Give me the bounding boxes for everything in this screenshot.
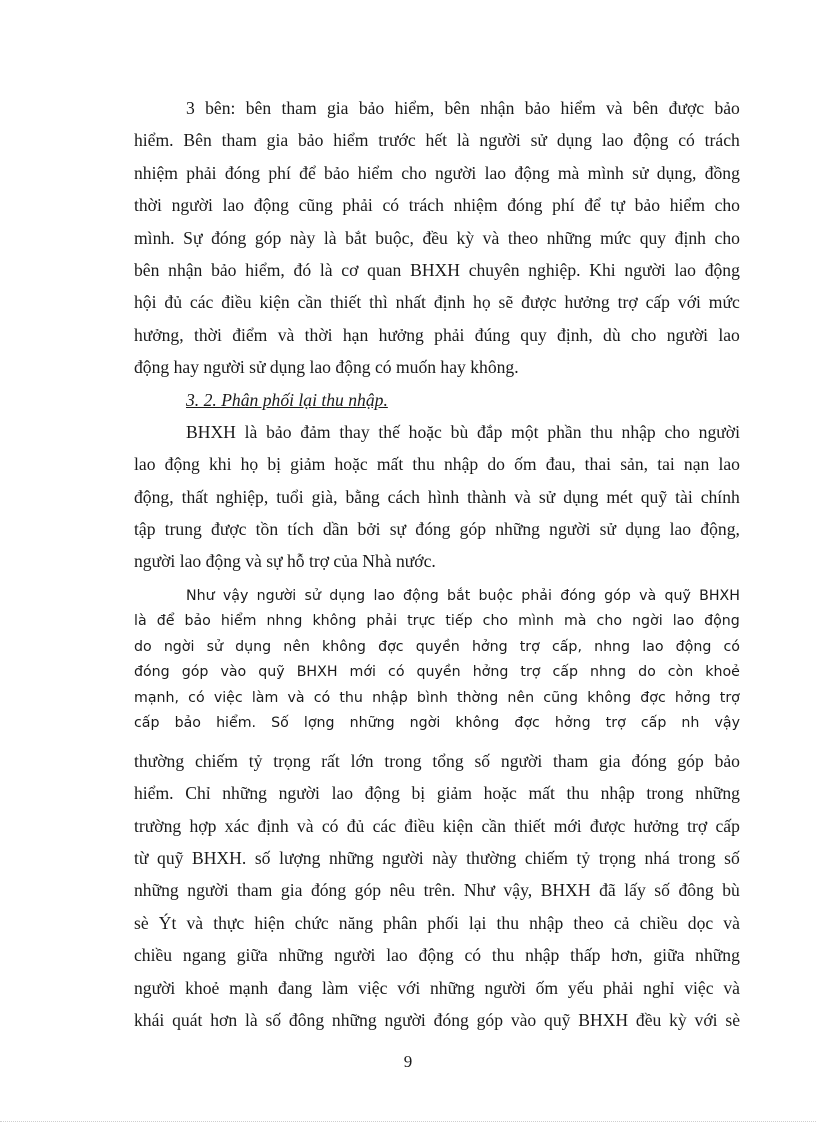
paragraph-line: BHXH là bảo đảm thay thế hoặc bù đắp một phần thu nhập cho người — [186, 421, 740, 442]
paragraph-line: do ngời sử dụng nên không đợc quyền hởng trợ cấp, nhng lao động có — [134, 638, 740, 655]
paragraph-line: mạnh, có việc làm và có thu nhập bình thờng nên cũng không đợc hởng trợ — [134, 689, 740, 706]
paragraph-line: nhiệm phải đóng phí để bảo hiểm cho người lao động mà mình sử dụng, đồng — [134, 162, 740, 183]
paragraph-line: là để bảo hiểm nhng không phải trực tiếp cho mình mà cho ngời lao động — [134, 613, 740, 630]
paragraph-line: hiểm. Bên tham gia bảo hiểm trước hết là người sử dụng lao động có trách — [134, 130, 740, 151]
paragraph-line: trường hợp xác định và có đủ các điều kiện cần thiết mới được hưởng trợ cấp — [134, 815, 740, 836]
paragraph-line: thời người lao động cũng phải có trách nhiệm đóng phí để tự bảo hiểm cho — [134, 195, 740, 216]
paragraph-line: từ quỹ BHXH. số lượng những người này thường chiếm tỷ trọng nhá trong số — [134, 848, 740, 869]
page-number: 9 — [403, 1052, 413, 1071]
paragraph-line: khái quát hơn là số đông những người đóng góp vào quỹ BHXH đều kỳ với sè — [134, 1009, 740, 1030]
paragraph-line: mình. Sự đóng góp này là bắt buộc, đều kỳ và theo những mức quy định cho — [134, 227, 740, 248]
paragraph-line: sè Ýt và thực hiện chức năng phân phối lại thu nhập theo cả chiều dọc và — [134, 912, 740, 933]
paragraph-line: hưởng, thời điểm và thời hạn hưởng phải đúng quy định, dù cho người lao — [134, 324, 740, 345]
paragraph-line: những người tham gia đóng góp nêu trên. Như vậy, BHXH đã lấy số đông bù — [134, 880, 740, 901]
paragraph-line: hiểm. Chỉ những người lao động bị giảm hoặc mất thu nhập trong những — [134, 783, 740, 804]
section-heading: 3. 2. Phân phối lại thu nhập. — [186, 389, 388, 410]
paragraph-line: người khoẻ mạnh đang làm việc với những người ốm yếu phải nghỉ việc và — [134, 977, 740, 998]
paragraph-line: người lao động và sự hỗ trợ của Nhà nước. — [134, 551, 436, 572]
paragraph-line: thường chiếm tỷ trọng rất lớn trong tổng số người tham gia đóng góp bảo — [134, 750, 740, 771]
body-text — [134, 92, 740, 1036]
paragraph-line: tập trung được tồn tích dần bởi sự đóng góp những người sử dụng lao động, — [134, 519, 740, 540]
page-break-divider — [0, 1121, 816, 1122]
paragraph-line: đóng góp vào quỹ BHXH mới có quyền hởng trợ cấp nhng do còn khoẻ — [134, 664, 740, 681]
paragraph-line: động hay người sử dụng lao động có muốn hay không. — [134, 357, 519, 378]
paragraph-line: lao động khi họ bị giảm hoặc mất thu nhập do ốm đau, thai sản, tai nạn lao — [134, 454, 740, 475]
paragraph-line: chiều ngang giữa những người lao động có thu nhập thấp hơn, giữa những — [134, 945, 740, 966]
paragraph-line: 3 bên: bên tham gia bảo hiểm, bên nhận bảo hiểm và bên được bảo — [186, 98, 740, 118]
paragraph-line: Như vậy người sử dụng lao động bắt buộc phải đóng góp và quỹ BHXH — [186, 587, 740, 604]
paragraph-line: bên nhận bảo hiểm, đó là cơ quan BHXH chuyên nghiệp. Khi người lao động — [134, 259, 740, 280]
paragraph-line: cấp bảo hiểm. Số lợng những ngời không đợc hởng trợ cấp nh vậy — [134, 715, 740, 732]
paragraph-line: hội đủ các điều kiện cần thiết thì nhất định họ sẽ được hưởng trợ cấp với mức — [134, 292, 740, 313]
paragraph-line: động, thất nghiệp, tuổi già, bằng cách hình thành và sử dụng mét quỹ tài chính — [134, 486, 740, 507]
